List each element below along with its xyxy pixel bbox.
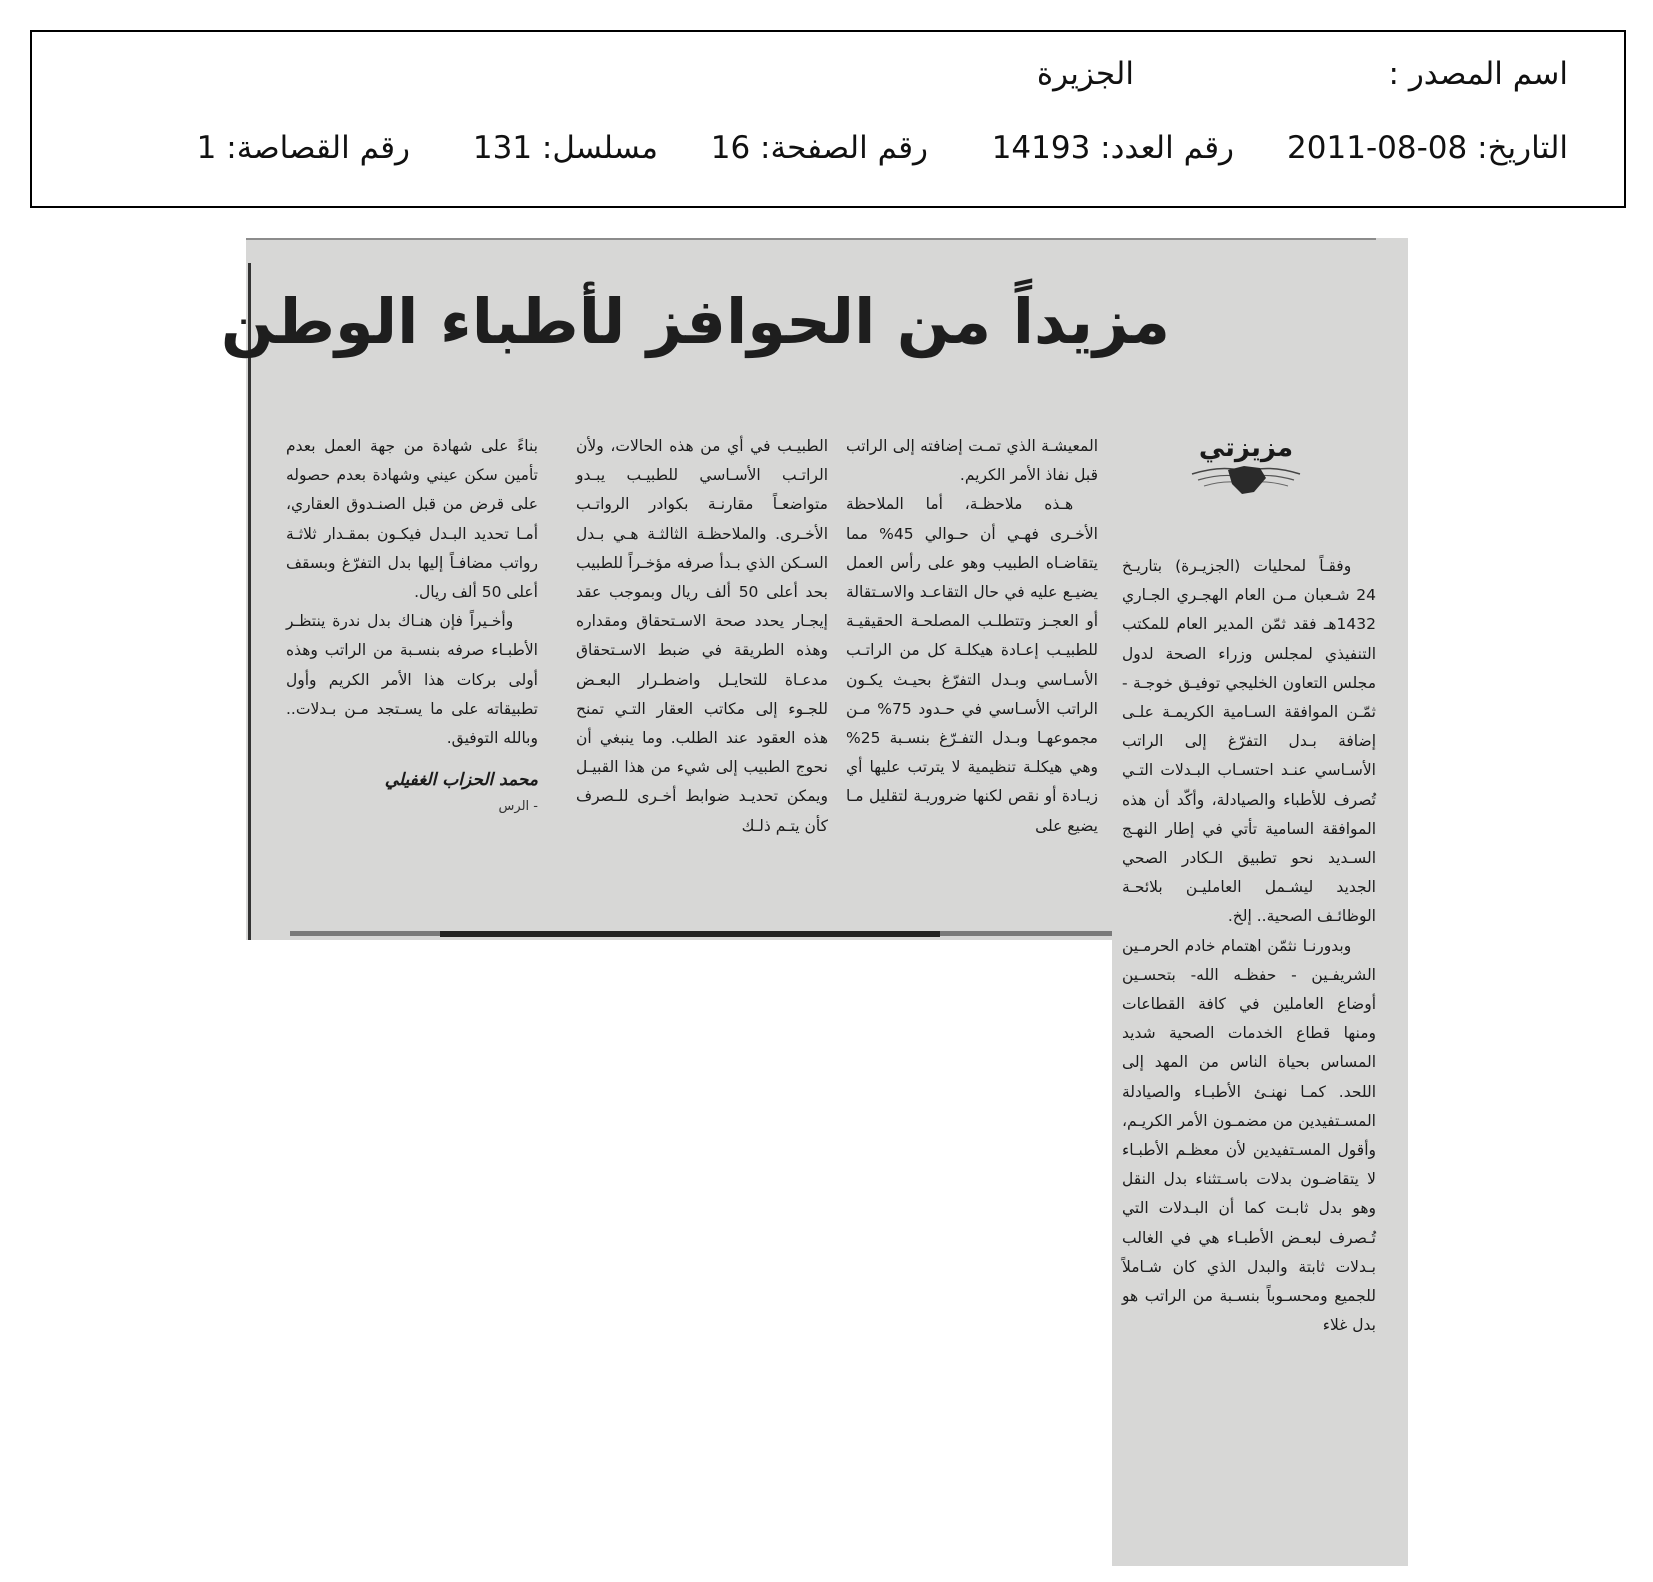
- date-field: التاريخ: 08-08-2011: [1287, 130, 1568, 166]
- paragraph: وفقـاً لمحليات (الجزيـرة) بتاريـخ 24 شـعبان مـن العام الهجـري الجـاري 1432هـ فقد ثمّن المدير العام للمكتب التنفيذي لمجلس وزراء الصحة لدول مجلس التعاون الخليجي توفيـق خوجـة - ثمّـن الموافقة السـامية الكريمـة علـى إضافة بـدل التفرّغ إلى الراتب الأسـاسي عنـد احتسـاب البـدلات التـي تُصرف للأطباء والصيادلة، وأكّد أن هذه الموافقة السامية تأتي في إطار النهـج السـديد نحو تطبيق الـكادر الصحي الجديد ليشـمل العامليـن بلائحـة الوظائـف الصحية.. إلخ.: [1122, 557, 1376, 926]
- paragraph: وبدورنـا نثمّن اهتمام خادم الحرمـين الشريفـين - حفظـه الله- بتحسـين أوضاع العاملين في كافة القطاعات ومنها قطاع الخدمات الصحية شديد المساس بحياة الناس من المهد إلى اللحد. كمـا نهنـئ الأطبـاء والصيادلة المسـتفيدين من مضمـون الأمر الكريـم، وأقول المسـتفيدين لأن معظـم الأطبـاء لا يتقاضـون بدلات باسـتثناء بدل النقل وهو بدل ثابـت كما أن البـدلات التي تُـصرف لبعـض الأطبـاء هي في الغالب بـدلات ثابتة والبدل الذي كان شـاملاً للجميع ومحسـوباً بنسـبة من الراتب هو بدل غلاء: [1122, 936, 1376, 1335]
- paragraph: هـذه ملاحظـة، أما الملاحظة الأخـرى فهـي أن حـوالي 45% مما يتقاضـاه الطبيب وهو على رأس العمل يضيـع عليه في حال التقاعـد والاسـتقالة أو العجـز وتتطلـب المصلحـة الحقيقيـة للطبيـب إعـادة هيكلـة كل من الراتـب الأسـاسي وبـدل التفرّغ بحيـث يكـون الراتب الأسـاسي في حـدود 75% مـن مجموعهـا وبـدل التفـرّغ بنسـبة 25% وهي هيكلـة تنظيمية لا يترتب عليها أي زيـادة أو نقص لكنها ضروريـة لتقليل مـا يضيع على: [846, 495, 1098, 835]
- paragraph: الطبيـب في أي من هذه الحالات، ولأن الراتـب الأسـاسي للطبيـب يبـدو متواضعـاً مقارنـة بكوادر الرواتـب الأخـرى. والملاحظـة الثالثـة هـي بـدل السـكن الذي بـدأ صرفه مؤخـراً للطبيب بحد أعلى 50 ألف ريال وبموجب عقد إيجـار يحدد صحة الاسـتحقاق ومقداره وهذه الطريقة في ضبط الاسـتحقاق مدعـاة للتحايـل واضطـرار البعـض للجـوء إلى مكاتب العقار التـي تمنح هذه العقود عند الطلب. وما ينبغي أن نحوج الطبيب إلى شيء من هذا القبيـل ويمكن تحديـد ضوابط أخـرى للـصرف كأن يتـم ذلـك: [576, 437, 828, 835]
- bottom-rule-dark: [440, 931, 940, 937]
- paragraph: بناءً على شهادة من جهة العمل بعدم تأمين سكن عيني وشهادة بعدم حصوله على قرض من قبل الصنـدوق العقاري، أمـا تحديد البـدل فيكـون بمقـدار ثلاثـة رواتب مضافـاً إليها بدل التفرّغ وبسقف أعلى 50 ألف ريال.: [286, 437, 538, 602]
- serial-field: مسلسل: 131: [472, 130, 658, 166]
- article-column-4: [286, 432, 538, 817]
- paragraph: المعيشـة الذي تمـت إضافته إلى الراتب قبل نفاذ الأمر الكريم.: [846, 437, 1098, 485]
- article-column-1: [1122, 552, 1376, 1340]
- article-column-3: [576, 432, 828, 841]
- author-location: - الرس: [498, 799, 538, 815]
- column-logo-graphic: [1184, 422, 1308, 512]
- column-logo: [1184, 422, 1308, 512]
- clipping-info-box: [30, 30, 1626, 208]
- issue-number-field: رقم العدد: 14193: [991, 130, 1234, 166]
- clip-number-field: رقم القصاصة: 1: [196, 130, 410, 166]
- article-column-2: [846, 432, 1098, 841]
- author-name: محمد الحزاب الغفيلي: [384, 770, 538, 791]
- left-rule: [248, 263, 251, 940]
- source-value: الجزيرة: [1036, 56, 1134, 92]
- top-rule: [246, 238, 1376, 240]
- paragraph: وأخـيراً فإن هنـاك بدل ندرة ينتظـر الأطبـاء صرفه بنسـبة من الراتب وهذه أولى بركات هذا الأمر الكريم وأول تطبيقاته على ما يسـتجد مـن بـدلات.. وبالله التوفيق.: [286, 612, 538, 748]
- page-number-field: رقم الصفحة: 16: [710, 130, 928, 166]
- article-headline: مزيداً من الحوافز لأطباء الوطن: [220, 285, 1170, 358]
- column-logo-text: مزيزتي: [1198, 433, 1294, 463]
- source-label: اسم المصدر :: [1388, 56, 1568, 92]
